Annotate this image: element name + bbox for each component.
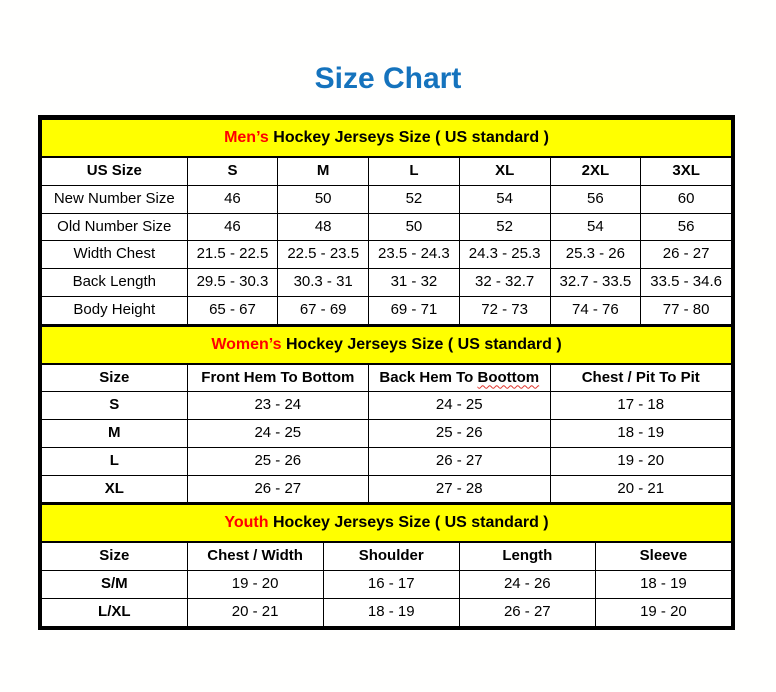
womens-col-chest-pit: Chest / Pit To Pit [550, 364, 731, 392]
cell-value: 56 [550, 185, 641, 213]
page-title: Size Chart [314, 62, 462, 95]
mens-section-header-row [42, 119, 732, 157]
table-row [42, 296, 732, 324]
cell-value: 26 - 27 [369, 447, 550, 475]
cell-value: 50 [369, 213, 460, 241]
womens-column-header-row [42, 364, 732, 392]
cell-value: 32.7 - 33.5 [550, 269, 641, 297]
size-chart-tables [38, 115, 735, 630]
cell-value: 74 - 76 [550, 296, 641, 324]
womens-section-title-rest: Hockey Jerseys Size ( US standard ) [281, 335, 562, 353]
cell-value: 54 [459, 185, 550, 213]
cell-value: 21.5 - 22.5 [187, 241, 278, 269]
row-label: Back Length [42, 269, 188, 297]
womens-size-table [41, 325, 732, 504]
womens-section-header [42, 326, 732, 364]
cell-value: 19 - 20 [595, 598, 731, 626]
cell-value: 25 - 26 [187, 447, 368, 475]
womens-section-header-row [42, 326, 732, 364]
youth-size-table [41, 503, 732, 626]
youth-col-sleeve: Sleeve [595, 542, 731, 570]
row-label: New Number Size [42, 185, 188, 213]
mens-size-table [41, 118, 732, 325]
row-label: Body Height [42, 296, 188, 324]
cell-value: 20 - 21 [187, 598, 323, 626]
table-row [42, 598, 732, 626]
cell-value: 18 - 19 [595, 571, 731, 599]
mens-col-us-size: US Size [42, 157, 188, 185]
youth-section-title-rest: Hockey Jerseys Size ( US standard ) [268, 514, 549, 532]
row-label: XL [42, 475, 188, 503]
cell-value: 24 - 26 [459, 571, 595, 599]
cell-value: 20 - 21 [550, 475, 731, 503]
mens-col-m: M [278, 157, 369, 185]
back-hem-misspelled-word: Boottom [477, 368, 540, 386]
table-row [42, 447, 732, 475]
cell-value: 52 [369, 185, 460, 213]
table-row [42, 420, 732, 448]
row-label: Width Chest [42, 241, 188, 269]
cell-value: 46 [187, 185, 278, 213]
table-row [42, 392, 732, 420]
womens-col-back-hem [369, 364, 550, 392]
table-row [42, 241, 732, 269]
cell-value: 65 - 67 [187, 296, 278, 324]
row-label: Old Number Size [42, 213, 188, 241]
mens-col-3xl: 3XL [641, 157, 732, 185]
cell-value: 18 - 19 [550, 420, 731, 448]
youth-col-chest-width: Chest / Width [187, 542, 323, 570]
row-label: S [42, 392, 188, 420]
youth-section-highlight: Youth [224, 514, 269, 532]
cell-value: 52 [459, 213, 550, 241]
mens-section-header [42, 119, 732, 157]
cell-value: 19 - 20 [187, 571, 323, 599]
mens-col-l: L [369, 157, 460, 185]
cell-value: 27 - 28 [369, 475, 550, 503]
mens-section-highlight: Men’s [224, 129, 269, 146]
youth-section-header-row [42, 504, 732, 542]
mens-section-title-rest: Hockey Jerseys Size ( US standard ) [268, 129, 549, 146]
womens-section-highlight: Women’s [211, 335, 282, 353]
cell-value: 54 [550, 213, 641, 241]
cell-value: 25 - 26 [369, 420, 550, 448]
cell-value: 18 - 19 [323, 598, 459, 626]
table-row [42, 475, 732, 503]
womens-col-front-hem: Front Hem To Bottom [187, 364, 368, 392]
youth-column-header-row [42, 542, 732, 570]
row-label: L/XL [42, 598, 188, 626]
cell-value: 31 - 32 [369, 269, 460, 297]
mens-col-2xl: 2XL [550, 157, 641, 185]
back-hem-prefix: Back Hem To [379, 368, 478, 386]
youth-section-header [42, 504, 732, 542]
cell-value: 26 - 27 [187, 475, 368, 503]
cell-value: 25.3 - 26 [550, 241, 641, 269]
cell-value: 29.5 - 30.3 [187, 269, 278, 297]
row-label: L [42, 447, 188, 475]
table-row [42, 213, 732, 241]
youth-col-shoulder: Shoulder [323, 542, 459, 570]
table-row [42, 185, 732, 213]
cell-value: 69 - 71 [369, 296, 460, 324]
cell-value: 23 - 24 [187, 392, 368, 420]
table-row [42, 571, 732, 599]
cell-value: 48 [278, 213, 369, 241]
cell-value: 46 [187, 213, 278, 241]
cell-value: 33.5 - 34.6 [641, 269, 732, 297]
mens-col-xl: XL [459, 157, 550, 185]
cell-value: 30.3 - 31 [278, 269, 369, 297]
youth-col-length: Length [459, 542, 595, 570]
mens-column-header-row [42, 157, 732, 185]
cell-value: 26 - 27 [641, 241, 732, 269]
cell-value: 56 [641, 213, 732, 241]
table-row [42, 269, 732, 297]
row-label: M [42, 420, 188, 448]
cell-value: 60 [641, 185, 732, 213]
cell-value: 23.5 - 24.3 [369, 241, 460, 269]
row-label: S/M [42, 571, 188, 599]
cell-value: 32 - 32.7 [459, 269, 550, 297]
cell-value: 24.3 - 25.3 [459, 241, 550, 269]
cell-value: 72 - 73 [459, 296, 550, 324]
cell-value: 24 - 25 [187, 420, 368, 448]
cell-value: 26 - 27 [459, 598, 595, 626]
youth-col-size: Size [42, 542, 188, 570]
cell-value: 67 - 69 [278, 296, 369, 324]
mens-col-s: S [187, 157, 278, 185]
cell-value: 77 - 80 [641, 296, 732, 324]
cell-value: 17 - 18 [550, 392, 731, 420]
cell-value: 50 [278, 185, 369, 213]
cell-value: 16 - 17 [323, 571, 459, 599]
cell-value: 22.5 - 23.5 [278, 241, 369, 269]
cell-value: 19 - 20 [550, 447, 731, 475]
cell-value: 24 - 25 [369, 392, 550, 420]
womens-col-size: Size [42, 364, 188, 392]
